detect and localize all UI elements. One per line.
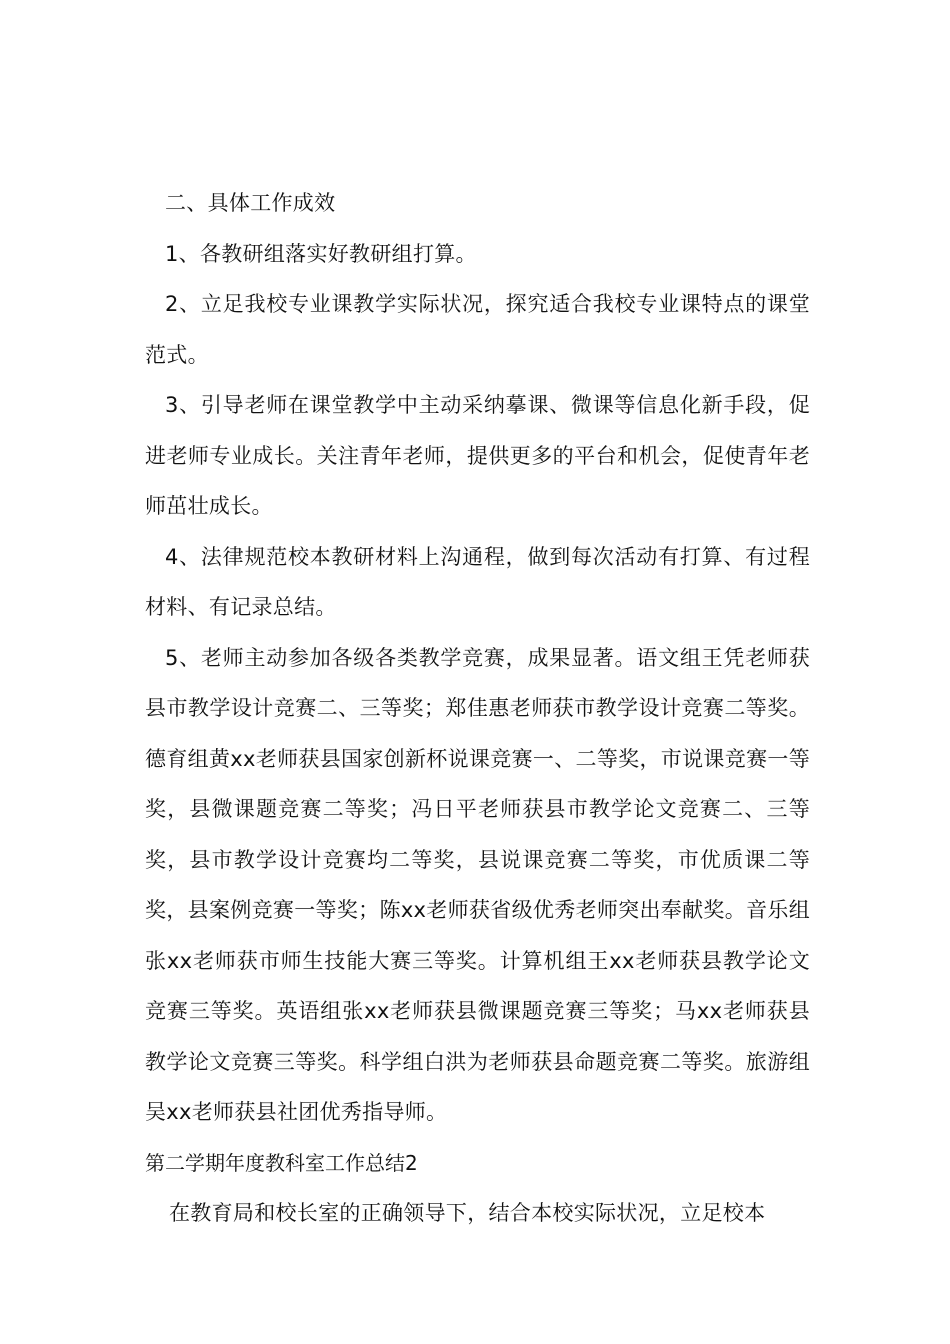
list-item: 5、老师主动参加各级各类教学竞赛，成果显著。语文组王凭老师获县市教学设计竞赛二、三等奖；郑佳惠老师获市教学设计竞赛二等奖。德育组黄xx老师获县国家创新杯说课竞赛一、二等奖，市说课竞赛一等奖，县微课题竞赛二等奖；冯日平老师获县市教学论文竞赛二、三等奖，县市教学设计竞赛均二等奖，县说课竞赛二等奖，市优质课二等奖，县案例竞赛一等奖；陈xx老师获省级优秀老师突出奉献奖。音乐组张xx老师获市师生技能大赛三等奖。计算机组王xx老师获县教学论文竞赛三等奖。英语组张xx老师获县微课题竞赛三等奖；马xx老师获县教学论文竞赛三等奖。科学组白洪为老师获县命题竞赛二等奖。旅游组吴xx老师获县社团优秀指导师。 [145, 645, 810, 1124]
intro-paragraph: 在教育局和校长室的正确领导下，结合本校实际状况，立足校本 [169, 1201, 766, 1225]
list-item: 4、法律规范校本教研材料上沟通程，做到每次活动有打算、有过程材料、有记录总结。 [145, 544, 810, 619]
document-title-2: 第二学期年度教科室工作总结2 [145, 1150, 418, 1175]
list-item: 1、各教研组落实好教研组打算。 [165, 241, 477, 266]
list-item: 3、引导老师在课堂教学中主动采纳摹课、微课等信息化新手段，促进老师专业成长。关注青年老师，提供更多的平台和机会，促使青年老师茁壮成长。 [145, 393, 810, 518]
list-item: 2、立足我校专业课教学实际状况，探究适合我校专业课特点的课堂范式。 [145, 292, 810, 367]
section-heading: 二、具体工作成效 [165, 191, 336, 215]
document-page [145, 178, 810, 1239]
